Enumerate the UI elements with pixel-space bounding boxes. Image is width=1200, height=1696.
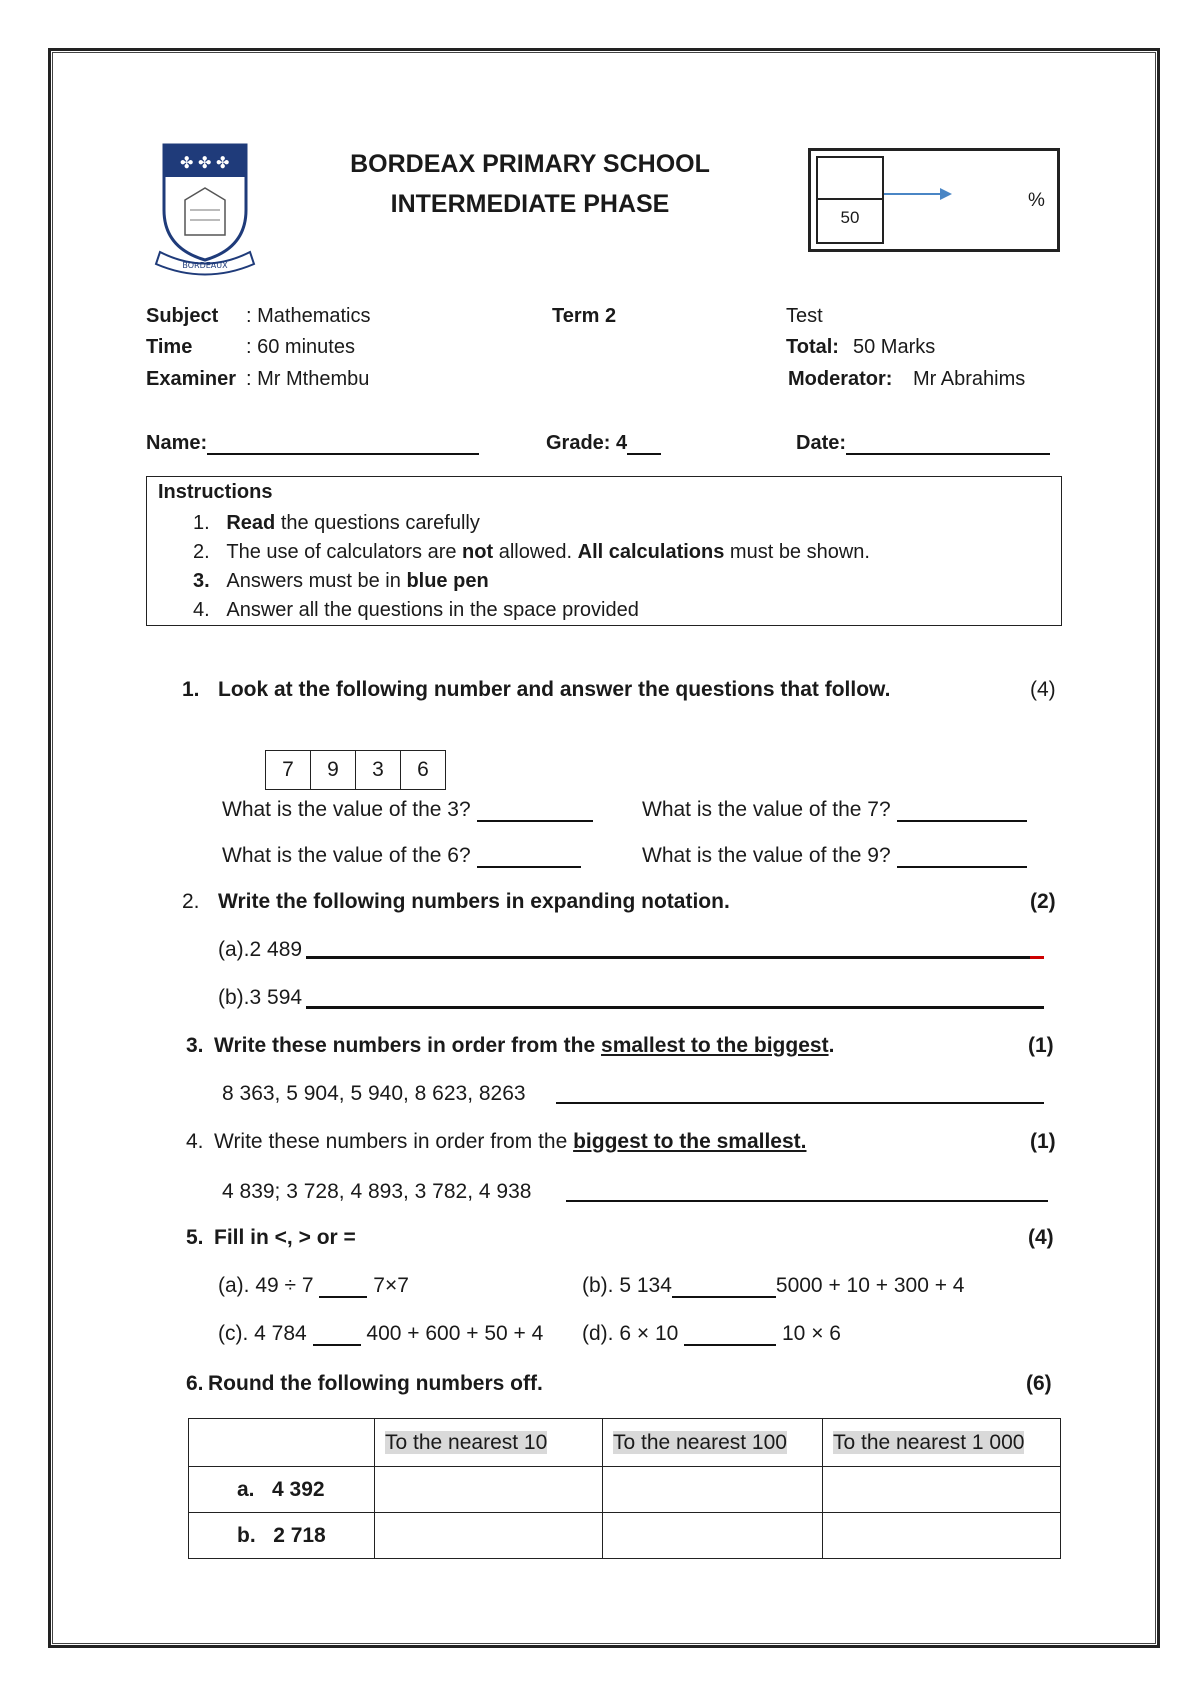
grade-label: Grade: 4 — [546, 432, 628, 454]
q4-marks: (1) — [1030, 1130, 1056, 1153]
q5-marks: (4) — [1028, 1226, 1054, 1249]
table-header: To the nearest 10 — [375, 1419, 603, 1467]
q1-number: 1. — [182, 678, 200, 701]
answer-line[interactable] — [306, 1006, 1044, 1009]
answer-line[interactable] — [684, 1326, 776, 1346]
q5-number: 5. — [186, 1226, 204, 1249]
name-field[interactable] — [146, 432, 479, 455]
q5-part-c: (c). 4 784 400 + 600 + 50 + 4 — [218, 1322, 544, 1345]
q4-numbers: 4 839; 3 728, 4 893, 3 782, 4 938 — [222, 1180, 532, 1203]
subject-value: : Mathematics — [246, 305, 371, 327]
date-label: Date: — [796, 432, 847, 454]
q5-text: Fill in <, > or = — [214, 1226, 356, 1249]
table-header: To the nearest 100 — [603, 1419, 823, 1467]
q5-part-a: (a). 49 ÷ 7 7×7 — [218, 1274, 409, 1297]
svg-text:✤: ✤ — [198, 153, 212, 172]
svg-text:✤: ✤ — [216, 153, 230, 172]
q1-marks: (4) — [1030, 678, 1056, 701]
q2-marks: (2) — [1030, 890, 1056, 913]
examiner-label: Examiner — [146, 368, 237, 390]
q2-number: 2. — [182, 890, 200, 913]
q3-number: 3. — [186, 1034, 204, 1057]
q3-marks: (1) — [1028, 1034, 1054, 1057]
svg-text:✤: ✤ — [180, 153, 194, 172]
answer-line[interactable] — [672, 1278, 776, 1298]
fraction-line — [816, 198, 884, 200]
answer-cell[interactable] — [375, 1513, 603, 1559]
q6-text: Round the following numbers off. — [208, 1372, 543, 1395]
answer-cell[interactable] — [603, 1467, 823, 1513]
q5-part-d: (d). 6 × 10 10 × 6 — [582, 1322, 841, 1345]
q4-number: 4. — [186, 1130, 204, 1153]
test-type: Test — [786, 305, 823, 327]
time-value: : 60 minutes — [246, 336, 355, 358]
digit-box: 7 — [266, 751, 311, 790]
moderator-value: Mr Abrahims — [913, 368, 1026, 390]
term-label: Term 2 — [552, 305, 617, 327]
subject-label: Subject — [146, 305, 219, 327]
q1-part-b: What is the value of the 7? — [642, 798, 1027, 822]
answer-line[interactable] — [306, 956, 1044, 959]
score-fraction-box — [816, 156, 884, 244]
digit-boxes — [265, 750, 446, 790]
answer-line[interactable] — [477, 848, 581, 868]
answer-line[interactable] — [566, 1200, 1048, 1202]
answer-line[interactable] — [313, 1326, 361, 1346]
q1-part-d: What is the value of the 9? — [642, 844, 1027, 868]
answer-line[interactable] — [556, 1102, 1044, 1104]
answer-line[interactable] — [897, 848, 1027, 868]
examiner-value: : Mr Mthembu — [246, 368, 370, 390]
q2-part-b: (b).3 594 — [218, 986, 303, 1009]
q5-part-b: (b). 5 134 5000 + 10 + 300 + 4 — [582, 1274, 965, 1297]
table-header: To the nearest 1 000 — [823, 1419, 1061, 1467]
answer-line[interactable] — [477, 802, 593, 822]
q6-marks: (6) — [1026, 1372, 1052, 1395]
arrow-icon — [884, 186, 954, 202]
instruction-item: 4. Answer all the questions in the space provided — [193, 599, 639, 621]
phase-title: INTERMEDIATE PHASE — [390, 190, 670, 218]
q2-text: Write the following numbers in expanding notation. — [218, 890, 730, 913]
total-value: 50 Marks — [853, 336, 936, 358]
instruction-item: 3. Answers must be in blue pen — [193, 570, 489, 592]
answer-cell[interactable] — [375, 1467, 603, 1513]
instruction-item: 2. The use of calculators are not allowed. All calculations must be shown. — [193, 541, 870, 563]
instructions-box — [146, 476, 1062, 626]
score-total: 50 — [840, 208, 860, 227]
school-crest-logo — [150, 140, 260, 280]
row-label: b. 2 718 — [189, 1513, 375, 1559]
instructions-heading: Instructions — [158, 481, 273, 503]
answer-line[interactable] — [319, 1278, 367, 1298]
q1-text: Look at the following number and answer the questions that follow. — [218, 678, 891, 701]
date-field[interactable] — [796, 432, 1050, 455]
digit-box: 9 — [311, 751, 356, 790]
instruction-item: 1. Read the questions carefully — [193, 512, 480, 534]
q3-numbers: 8 363, 5 904, 5 940, 8 623, 8263 — [222, 1082, 526, 1105]
digit-box: 6 — [401, 751, 446, 790]
answer-cell[interactable] — [823, 1513, 1061, 1559]
moderator-label: Moderator: — [788, 368, 893, 390]
name-line[interactable] — [207, 433, 479, 455]
rounding-table — [188, 1418, 1061, 1559]
grade-line[interactable] — [627, 433, 661, 455]
answer-line[interactable] — [897, 802, 1027, 822]
table-row — [189, 1467, 1061, 1513]
q2-part-a: (a).2 489 — [218, 938, 303, 961]
school-name: BORDEAX PRIMARY SCHOOL — [350, 150, 710, 178]
row-label: a. 4 392 — [189, 1467, 375, 1513]
instructions-list — [193, 509, 870, 625]
table-corner-cell — [189, 1419, 375, 1467]
time-label: Time — [146, 336, 193, 358]
q6-number: 6. — [186, 1372, 204, 1395]
grade-field[interactable] — [546, 432, 661, 455]
svg-text:BORDEAUX: BORDEAUX — [182, 261, 228, 270]
q4-text: Write these numbers in order from the biggest to the smallest. — [214, 1130, 807, 1153]
answer-cell[interactable] — [603, 1513, 823, 1559]
q1-part-c: What is the value of the 6? — [222, 844, 581, 868]
digit-box: 3 — [356, 751, 401, 790]
name-label: Name: — [146, 432, 208, 454]
q1-part-a: What is the value of the 3? — [222, 798, 593, 822]
red-mark — [1030, 956, 1044, 959]
q3-text: Write these numbers in order from the smallest to the biggest. — [214, 1034, 835, 1057]
total-label: Total: — [786, 336, 839, 358]
table-row — [189, 1513, 1061, 1559]
percent-sign: % — [1028, 190, 1045, 211]
date-line[interactable] — [846, 433, 1050, 455]
answer-cell[interactable] — [823, 1467, 1061, 1513]
